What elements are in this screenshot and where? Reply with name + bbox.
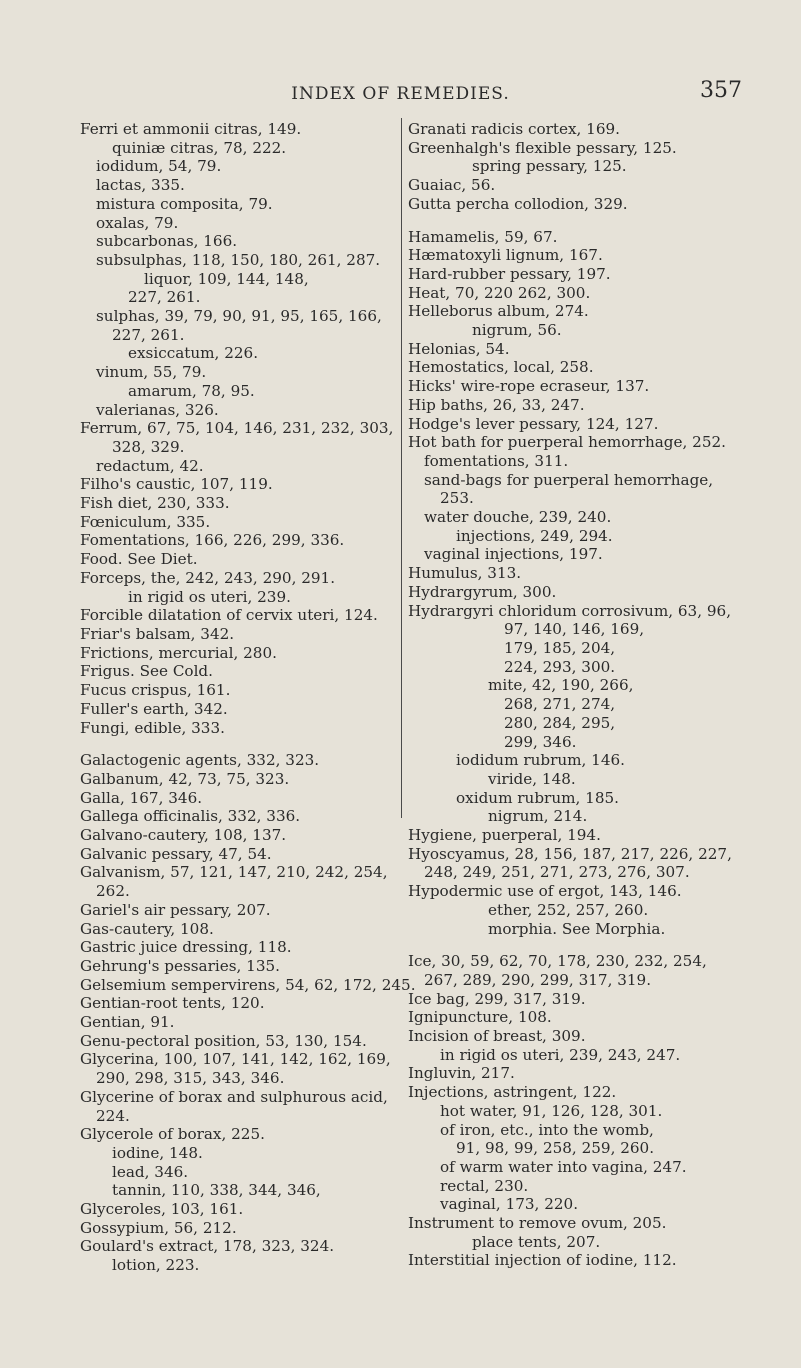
- index-entry: Incision of breast, 309.: [408, 1027, 586, 1046]
- index-entry: amarum, 78, 95.: [128, 381, 255, 400]
- index-entry: Gariel's air pessary, 207.: [80, 900, 271, 919]
- index-entry: Genu-pectoral position, 53, 130, 154.: [80, 1031, 367, 1050]
- index-entry: Guaiac, 56.: [408, 176, 496, 195]
- index-entry: Food. See Diet.: [80, 550, 198, 569]
- index-entry: 224, 293, 300.: [504, 657, 616, 676]
- index-entry: water douche, 239, 240.: [424, 508, 612, 527]
- index-entry: Gentian, 91.: [80, 1013, 175, 1032]
- index-entry: 290, 298, 315, 343, 346.: [96, 1069, 285, 1088]
- index-entry: Frigus. See Cold.: [80, 662, 213, 681]
- index-entry: Fish diet, 230, 333.: [80, 494, 230, 513]
- index-entry: Interstitial injection of iodine, 112.: [408, 1251, 677, 1270]
- index-entry: Hot bath for puerperal hemorrhage, 252.: [408, 433, 726, 452]
- index-entry: Galvanism, 57, 121, 147, 210, 242, 254,: [80, 863, 388, 882]
- index-entry: Granati radicis cortex, 169.: [408, 120, 620, 138]
- index-entry: tannin, 110, 338, 344, 346,: [112, 1181, 321, 1200]
- index-entry: Heat, 70, 220 262, 300.: [408, 283, 591, 302]
- index-entry: Forcible dilatation of cervix uteri, 124.: [80, 606, 378, 625]
- index-entry: 97, 140, 146, 169,: [504, 620, 645, 639]
- index-entry: Hemostatics, local, 258.: [408, 358, 594, 377]
- index-entry: Fuller's earth, 342.: [80, 699, 228, 718]
- index-column-left: [80, 120, 416, 1275]
- index-entry: Humulus, 313.: [408, 564, 522, 583]
- index-entry: Ferrum, 67, 75, 104, 146, 231, 232, 303,: [80, 419, 394, 438]
- index-entry: exsiccatum, 226.: [128, 344, 259, 363]
- index-entry: valerianas, 326.: [96, 400, 219, 419]
- index-entry: subcarbonas, 166.: [96, 232, 238, 251]
- index-entry: Ferri et ammonii citras, 149.: [80, 120, 302, 138]
- index-entry: Glyceroles, 103, 161.: [80, 1200, 244, 1219]
- index-entry: Instrument to remove ovum, 205.: [408, 1214, 667, 1233]
- index-entry: Frictions, mercurial, 280.: [80, 643, 277, 662]
- index-entry: lactas, 335.: [96, 176, 185, 195]
- index-entry: 280, 284, 295,: [504, 713, 616, 732]
- index-entry: liquor, 109, 144, 148,: [144, 269, 309, 288]
- index-entry: Fœniculum, 335.: [80, 512, 211, 531]
- index-entry: Helleborus album, 274.: [408, 302, 589, 321]
- index-entry: subsulphas, 118, 150, 180, 261, 287.: [96, 250, 381, 269]
- index-entry: Hygiene, puerperal, 194.: [408, 826, 601, 845]
- index-entry: of iron, etc., into the womb,: [440, 1120, 654, 1139]
- index-entry: sulphas, 39, 79, 90, 91, 95, 165, 166,: [96, 307, 382, 326]
- index-entry: Gelsemium sempervirens, 54, 62, 172, 245.: [80, 975, 416, 994]
- index-entry: morphia. See Morphia.: [488, 919, 666, 938]
- index-entry: Gallega officinalis, 332, 336.: [80, 807, 301, 826]
- entry-gap: [408, 938, 788, 952]
- index-entry: Gutta percha collodion, 329.: [408, 194, 628, 213]
- index-entry: Fungi, edible, 333.: [80, 718, 225, 737]
- index-entry: 299, 346.: [504, 732, 577, 751]
- index-entry: Filho's caustic, 107, 119.: [80, 475, 273, 494]
- index-entry: injections, 249, 294.: [456, 526, 613, 545]
- column-divider: [401, 118, 402, 818]
- index-entry: Forceps, the, 242, 243, 290, 291.: [80, 568, 336, 587]
- index-entry: 227, 261.: [128, 288, 201, 307]
- index-entry: viride, 148.: [488, 769, 576, 788]
- index-entry: mite, 42, 190, 266,: [488, 676, 634, 695]
- index-entry: Fucus crispus, 161.: [80, 681, 231, 700]
- page-number: 357: [700, 78, 742, 103]
- index-entry: Galla, 167, 346.: [80, 788, 203, 807]
- index-entry: Galvano-cautery, 108, 137.: [80, 826, 287, 845]
- index-entry: in rigid os uteri, 239.: [128, 587, 291, 606]
- index-entry: Ingluvin, 217.: [408, 1064, 515, 1083]
- index-entry: Helonias, 54.: [408, 339, 510, 358]
- index-entry: Greenhalgh's flexible pessary, 125.: [408, 138, 677, 157]
- index-entry: iodine, 148.: [112, 1143, 203, 1162]
- index-entry: Hip baths, 26, 33, 247.: [408, 395, 585, 414]
- entry-gap: [80, 737, 398, 751]
- index-entry: place tents, 207.: [472, 1232, 601, 1251]
- index-entry: fomentations, 311.: [424, 451, 569, 470]
- index-entry: nigrum, 214.: [488, 807, 588, 826]
- index-entry: Hydrargyri chloridum corrosivum, 63, 96,: [408, 601, 732, 620]
- index-entry: in rigid os uteri, 239, 243, 247.: [440, 1045, 681, 1064]
- index-entry: Hyoscyamus, 28, 156, 187, 217, 226, 227,: [408, 844, 732, 863]
- index-entry: redactum, 42.: [96, 456, 204, 475]
- index-entry: nigrum, 56.: [472, 321, 562, 340]
- index-entry: Hæmatoxyli lignum, 167.: [408, 246, 603, 265]
- index-column-right: [408, 120, 788, 1270]
- index-entry: 253.: [440, 489, 474, 508]
- index-entry: Hypodermic use of ergot, 143, 146.: [408, 882, 682, 901]
- index-entry: oxalas, 79.: [96, 213, 179, 232]
- index-entry: Galactogenic agents, 332, 323.: [80, 751, 320, 770]
- index-entry: of warm water into vagina, 247.: [440, 1157, 687, 1176]
- index-entry: Glycerole of borax, 225.: [80, 1125, 265, 1144]
- index-entry: iodidum, 54, 79.: [96, 157, 222, 176]
- index-entry: iodidum rubrum, 146.: [456, 751, 625, 770]
- index-entry: Gentian-root tents, 120.: [80, 994, 265, 1013]
- index-entry: Galvanic pessary, 47, 54.: [80, 844, 272, 863]
- index-entry: 328, 329.: [112, 437, 185, 456]
- index-entry: vaginal injections, 197.: [424, 545, 603, 564]
- index-entry: 268, 271, 274,: [504, 695, 616, 714]
- index-entry: Hicks' wire-rope ecraseur, 137.: [408, 377, 650, 396]
- index-entry: 224.: [96, 1106, 130, 1125]
- index-entry: Ice bag, 299, 317, 319.: [408, 989, 586, 1008]
- index-entry: sand-bags for puerperal hemorrhage,: [424, 470, 714, 489]
- index-entry: Hodge's lever pessary, 124, 127.: [408, 414, 659, 433]
- index-entry: Gossypium, 56, 212.: [80, 1218, 237, 1237]
- index-entry: 179, 185, 204,: [504, 638, 616, 657]
- index-entry: spring pessary, 125.: [472, 157, 627, 176]
- index-entry: vaginal, 173, 220.: [440, 1195, 579, 1214]
- index-entry: lotion, 223.: [112, 1256, 200, 1275]
- index-entry: 248, 249, 251, 271, 273, 276, 307.: [424, 863, 690, 882]
- index-entry: rectal, 230.: [440, 1176, 529, 1195]
- index-entry: Hydrargyrum, 300.: [408, 582, 557, 601]
- entry-gap: [408, 214, 788, 228]
- index-entry: quiniæ citras, 78, 222.: [112, 138, 287, 157]
- index-entry: Gastric juice dressing, 118.: [80, 938, 292, 957]
- index-entry: Hard-rubber pessary, 197.: [408, 264, 611, 283]
- index-entry: Galbanum, 42, 73, 75, 323.: [80, 769, 290, 788]
- index-entry: Glycerine of borax and sulphurous acid,: [80, 1087, 388, 1106]
- index-entry: vinum, 55, 79.: [96, 363, 207, 382]
- index-entry: Fomentations, 166, 226, 299, 336.: [80, 531, 345, 550]
- index-entry: Injections, astringent, 122.: [408, 1083, 617, 1102]
- index-entry: 262.: [96, 882, 130, 901]
- index-entry: Gehrung's pessaries, 135.: [80, 956, 280, 975]
- index-entry: 227, 261.: [112, 325, 185, 344]
- index-entry: Glycerina, 100, 107, 141, 142, 162, 169,: [80, 1050, 391, 1069]
- index-entry: oxidum rubrum, 185.: [456, 788, 619, 807]
- index-entry: 267, 289, 290, 299, 317, 319.: [424, 970, 652, 989]
- index-entry: 91, 98, 99, 258, 259, 260.: [456, 1139, 655, 1158]
- index-entry: mistura composita, 79.: [96, 194, 273, 213]
- index-entry: Ice, 30, 59, 62, 70, 178, 230, 232, 254,: [408, 952, 707, 971]
- index-entry: Ignipuncture, 108.: [408, 1008, 552, 1027]
- index-entry: lead, 346.: [112, 1162, 189, 1181]
- index-entry: Gas-cautery, 108.: [80, 919, 214, 938]
- index-entry: Goulard's extract, 178, 323, 324.: [80, 1237, 335, 1256]
- index-entry: Friar's balsam, 342.: [80, 624, 235, 643]
- index-entry: Hamamelis, 59, 67.: [408, 227, 558, 246]
- index-entry: ether, 252, 257, 260.: [488, 900, 649, 919]
- page-header-title: INDEX OF REMEDIES.: [291, 84, 510, 104]
- index-entry: hot water, 91, 126, 128, 301.: [440, 1101, 663, 1120]
